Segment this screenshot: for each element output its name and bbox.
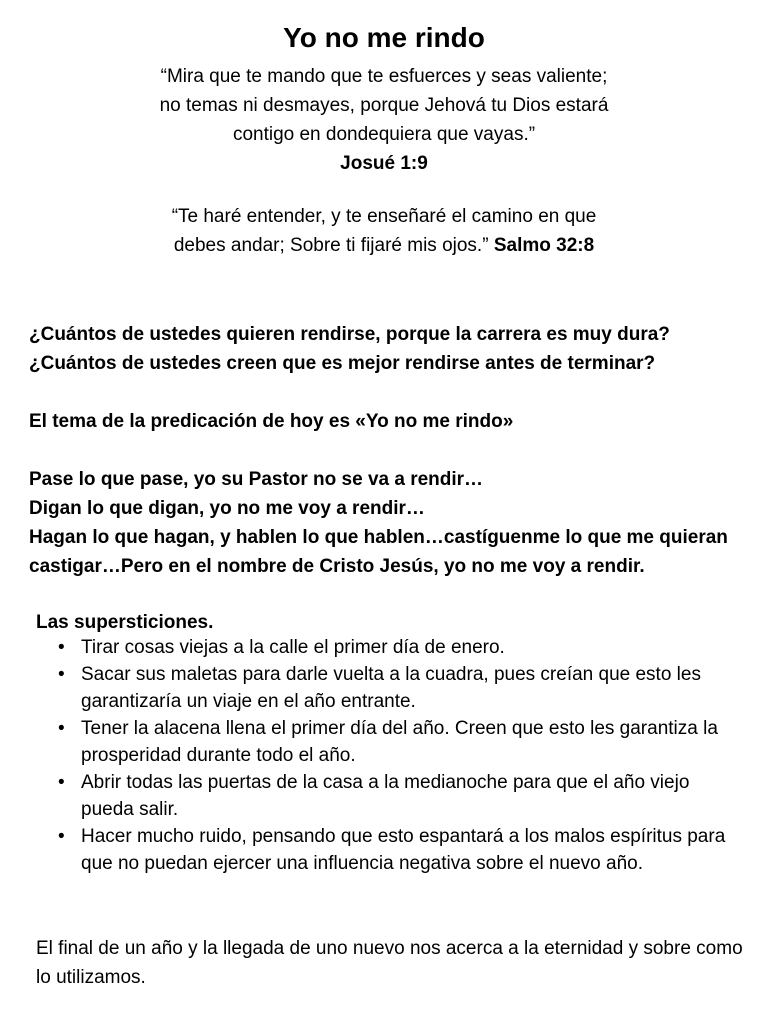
quote-2-reference: Salmo 32:8 (493, 235, 595, 256)
quote-1-text: “Mira que te mando que te esfuerces y seas valiente; no temas ni desmayes, porque Jehová tu Dios estará contigo en dondequiera que vayas.” (159, 66, 609, 145)
superstitions-list (0, 634, 740, 877)
quote-1-reference: Josué 1:9 (340, 153, 428, 174)
scripture-quote-1 (150, 62, 618, 178)
sermon-theme: El tema de la predicación de hoy es «Yo no me rindo» (29, 411, 514, 432)
closing-paragraph: El final de un año y la llegada de uno nuevo nos acerca a la eternidad y sobre como lo utilizamos. (36, 938, 743, 988)
questions-block (29, 320, 749, 378)
question-2: ¿Cuántos de ustedes creen que es mejor rendirse antes de terminar? (29, 353, 656, 374)
list-item: • Hacer mucho ruido, pensando que esto espantará a los malos espíritus para que no puedan ejercer una influencia negativa sobre el nuevo año. (0, 823, 740, 877)
list-item: • Tirar cosas viejas a la calle el primer día de enero. (0, 634, 740, 661)
declaration-1: Pase lo que pase, yo su Pastor no se va a rendir… (29, 469, 484, 490)
list-item: • Abrir todas las puertas de la casa a la medianoche para que el año viejo pueda salir. (0, 769, 740, 823)
page-title: Yo no me rindo (283, 22, 485, 53)
declaration-2: Digan lo que digan, yo no me voy a rendir… (29, 498, 425, 519)
list-item: • Tener la alacena llena el primer día del año. Creen que esto les garantiza la prosperidad durante todo el año. (0, 715, 740, 769)
quote-2-text: “Te haré entender, y te enseñaré el camino en que debes andar; Sobre ti fijaré mis ojos.” (171, 206, 597, 256)
superstitions-heading: Las supersticiones. (36, 612, 214, 633)
declaration-3: Hagan lo que hagan, y hablen lo que hablen…castíguenme lo que me quieran castigar…Pero en el nombre de Cristo Jesús, yo no me voy a rendir. (29, 527, 728, 577)
list-item: • Sacar sus maletas para darle vuelta a la cuadra, pues creían que esto les garantizaría un viaje en el año entrante. (0, 661, 740, 715)
declarations-block (29, 465, 749, 581)
scripture-quote-2 (150, 202, 618, 260)
question-1: ¿Cuántos de ustedes quieren rendirse, porque la carrera es muy dura? (29, 324, 670, 345)
